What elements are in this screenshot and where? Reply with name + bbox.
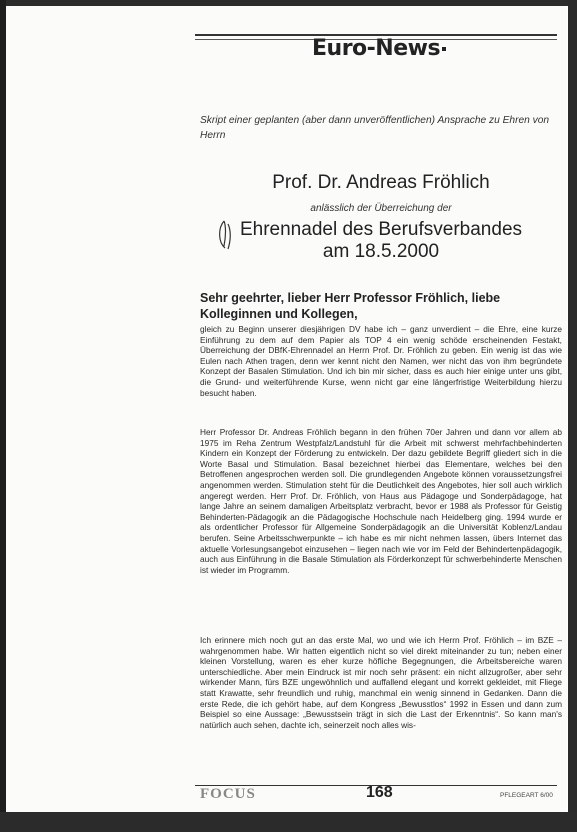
footer-section-label: FOCUS xyxy=(200,786,256,802)
scan-border-bottom xyxy=(0,812,577,832)
magazine-section-logo xyxy=(312,36,452,66)
award-line-1: Ehrennadel des Berufsverbandes xyxy=(239,219,523,240)
award-line-2: am 18.5.2000 xyxy=(322,241,440,262)
salutation: Sehr geehrter, lieber Herr Professor Fröhlich, liebe Kolleginnen und Kollegen, xyxy=(200,291,501,321)
paragraph-1: gleich zu Beginn unserer diesjährigen DV habe ich – ganz unverdient – die Ehre, eine kurze Einführung zu dem auf dem Papier als TOP 4 ein wenig schöde erscheinenden Festakt, Überreichung der DBfK-Ehrennadel an Herrn Prof. Dr. Fröhlich zu geben. Ein wenig ist das wie Eulen nach Athen tragen, denn wer kennt nicht den Namen, wer nicht das von ihm begründete Konzept der Basalen Stimulation. Und ich bin mir sicher, dass es auch hier einige unter uns gibt, die Grund- und weiterführende Kurse, wenn nicht gar eine längerfristige Weiterbildung hierzu besucht haben. xyxy=(200,324,562,398)
intro-note: Skript einer geplanten (aber dann unveröffentlichen) Ansprache zu Ehren von Herrn xyxy=(200,115,550,141)
scan-border-right xyxy=(568,0,577,832)
honoree-name: Prof. Dr. Andreas Fröhlich xyxy=(272,172,490,193)
paragraph-3: Ich erinnere mich noch gut an das erste Mal, wo und wie ich Herrn Prof. Fröhlich – im BZE – wahrgenommen habe. Wir hatten eigentlich nicht so viel direkt miteinander zu tun; neben einer kleinen Vorstellung, waren es eher kurze höfliche Begegnungen, die Arbeitsbereiche waren unterschiedliche. Aber mein Eindruck ist mir noch sehr präsent: ein nicht allzugroßer, aber sehr wirkender Mann, fürs BZE ungewöhnlich und auffallend elegant und korrekt gekleidet, mit Fliege statt Krawatte, sehr freundlich und ruhig, manchmal ein wenig sinnend in Gedanken. Dann die erste Rede, die ich gehört habe, auf dem Kongress „Bewusstlos“ 1992 in Essen und dann zum Beispiel so eine Aussage: „Bewusstsein trägt in sich die Last der Erkenntnis“. So kann man's natürlich auch sehen, dachte ich, seinerzeit noch alles wis- xyxy=(200,635,562,730)
logo-text: Euro-News xyxy=(312,36,441,61)
page-number: 168 xyxy=(366,784,393,801)
footer-issue: PFLEGEART 6/00 xyxy=(500,792,553,799)
award-heading xyxy=(200,219,562,263)
logo-dot-icon xyxy=(442,47,446,51)
occasion-subtitle: anlässlich der Überreichung der xyxy=(310,203,452,214)
paragraph-2: Herr Professor Dr. Andreas Fröhlich begann in den frühen 70er Jahren und dann vor allem ab 1975 im Reha Zentrum Westpfalz/Landstuhl für die Arbeit mit schwerst mehrfachbehinderten Kindern ein Konzept der Förderung zu entwickeln. Der dazu gebildete Begriff gliedert sich in die Worte Basal und Stimulation. Basal bezeichnet hierbei das Elementare, welches bei den Betroffenen angesprochen werden soll. Die grundlegenden Angebote können voraussetzungsfrei angenommen werden. Stimulation steht für die Deutlichkeit des Angebotes, hier soll auch wirklich angeregt werden. Herr Prof. Dr. Fröhlich, von Haus aus Pädagoge und Sonderpädagoge, hat lange Jahre an seinem damaligen Arbeitsplatz verbracht, bevor er 1988 als Professor für Geistig Behinderten-Pädagogik an die Pädagogische Hochschule nach Heidelberg ging. 1994 wurde er als ordentlicher Professor für Allgemeine Sonderpädagogik an die Universität Koblenz/Landau berufen. Seine Arbeitsschwerpunkte – ich habe es mir nicht nehmen lassen, übers Internet das aktuelle Vorlesungsangebot einzusehen – liegen nach wie vor im Feld der Behindertenpädagogik, auch aus Einführung in die Basale Stimulation als Förderkonzept für schwerbehinderte Menschen ist wieder im Programm. xyxy=(200,427,562,575)
